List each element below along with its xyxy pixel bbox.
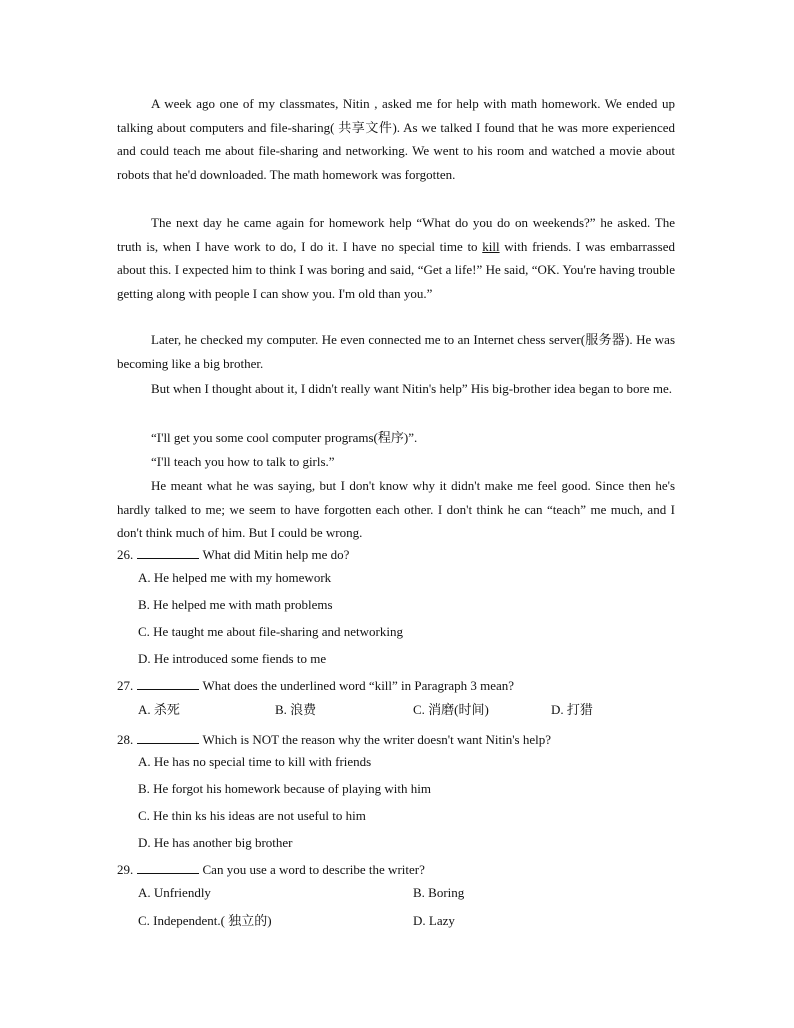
question-number: 29. [117, 862, 134, 877]
option-28-a[interactable]: A. He has no special time to kill with friends [138, 754, 372, 769]
paragraph-7-text: He meant what he was saying, but I don't know why it didn't make me feel good. Since then he's hardly talked to me; we seem to have forgotten each other. I don't think he can “teach” me much, and I don't think much of him. But I could be wrong. [117, 478, 675, 540]
answer-blank[interactable] [137, 862, 199, 874]
question-text: What does the underlined word “kill” in Paragraph 3 mean? [202, 678, 515, 693]
option-28-b[interactable]: B. He forgot his homework because of playing with him [138, 781, 431, 796]
option-29-a[interactable]: A. Unfriendly [138, 885, 211, 900]
question-29 [117, 860, 425, 880]
question-number: 28. [117, 732, 134, 747]
question-text: Which is NOT the reason why the writer doesn't want Nitin's help? [202, 732, 552, 747]
paragraph-5 [117, 426, 675, 450]
paragraph-2-text-b: with friends. I was embarrassed about this. I expected him to think I was boring and said, “Get a life!” He said, “OK. You're having trouble getting along with people I can show you. I'm old than you.” [117, 238, 676, 301]
paragraph-1 [117, 92, 675, 186]
option-26-b[interactable]: B. He helped me with math problems [138, 597, 333, 612]
paragraph-4-text: But when I thought about it, I didn't really want Nitin's help” His big-brother idea began to bore me. [151, 381, 672, 396]
option-27-b[interactable]: B. 浪费 [275, 702, 317, 717]
paragraph-3 [117, 328, 675, 375]
option-26-a[interactable]: A. He helped me with my homework [138, 570, 332, 585]
option-27-a[interactable]: A. 杀死 [138, 702, 180, 717]
paragraph-1-text: A week ago one of my classmates, Nitin , asked me for help with math homework. We ended up talking about computers and file-sharing( 共享文件). As we talked I found that he was more experienced and could teach me about file-sharing and networking. We went to his room and watched a movie about robots that he'd downloaded. The math homework was forgotten. [117, 96, 675, 182]
underlined-word-kill: kill [482, 238, 500, 254]
paragraph-6-text: “I'll teach you how to talk to girls.” [151, 454, 335, 469]
option-26-d[interactable]: D. He introduced some fiends to me [138, 651, 327, 666]
option-28-c[interactable]: C. He thin ks his ideas are not useful to him [138, 808, 366, 823]
question-26 [117, 545, 349, 565]
option-26-c[interactable]: C. He taught me about file-sharing and networking [138, 624, 403, 639]
option-29-b[interactable]: B. Boring [413, 885, 465, 900]
question-number: 26. [117, 547, 134, 562]
answer-blank[interactable] [137, 547, 199, 559]
paragraph-2 [117, 211, 675, 305]
option-27-d[interactable]: D. 打猎 [551, 702, 593, 717]
paragraph-4 [117, 377, 675, 401]
answer-blank[interactable] [137, 678, 199, 690]
question-text: Can you use a word to describe the writer? [202, 862, 425, 877]
paragraph-5-text: “I'll get you some cool computer programs(程序)”. [151, 430, 418, 445]
option-29-c[interactable]: C. Independent.( 独立的) [138, 913, 272, 928]
option-27-c[interactable]: C. 消磨(时间) [413, 702, 489, 717]
paragraph-6 [117, 450, 675, 474]
answer-blank[interactable] [137, 732, 199, 744]
paragraph-2-text-a: The next day he came again for homework help “What do you do on weekends?” he asked. The truth is, when I have work to do, I do it. I have no special time to [117, 215, 675, 254]
option-28-d[interactable]: D. He has another big brother [138, 835, 293, 850]
question-text: What did Mitin help me do? [202, 547, 350, 562]
question-28 [117, 730, 551, 750]
option-29-d[interactable]: D. Lazy [413, 913, 455, 928]
paragraph-7 [117, 474, 675, 545]
question-27 [117, 676, 514, 696]
question-number: 27. [117, 678, 134, 693]
paragraph-3-text: Later, he checked my computer. He even connected me to an Internet chess server(服务器). He was becoming like a big brother. [117, 332, 675, 371]
